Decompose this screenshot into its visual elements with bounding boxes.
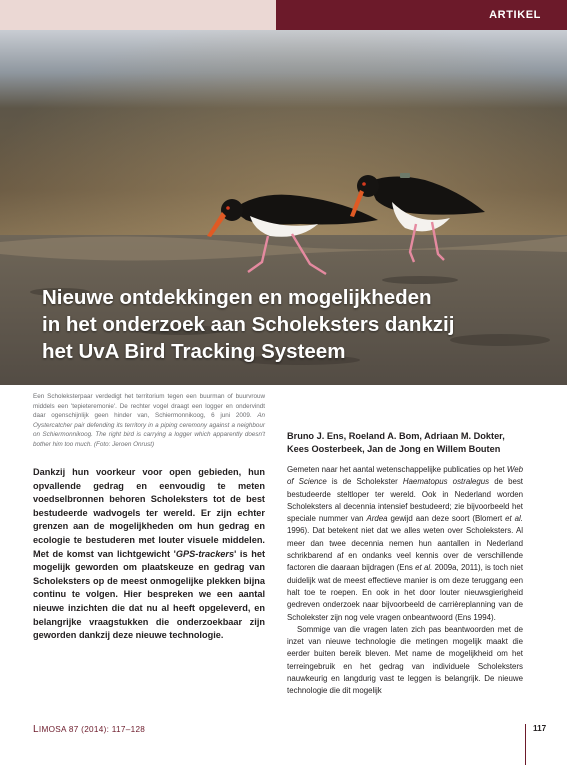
body-paragraph: Sommige van die vragen laten zich pas beantwoorden met de inzet van nieuwe technologie die metingen mogelijk maakt die eerder buiten bereik bleven. Met name de mogelijkheid om het terreingebruik en het gedrag van individuele Scholeksters nauwkeurig en langdurig vast te leggen is belangrijk. De nieuwe technologie die dit mogelijk: [287, 624, 523, 696]
title-line: Nieuwe ontdekkingen en mogelijkheden: [42, 286, 432, 309]
page-number: 117: [533, 724, 547, 733]
intro-term: GPS-trackers: [175, 548, 235, 559]
body-italic: et al.: [415, 563, 433, 573]
caption-dutch: Een Scholeksterpaar verdedigt het territorium tegen een buurman of buurvrouw middels een 'tepieteremonie'. De rechter vogel draagt een logger en ondervindt daar ogenschijnlijk geen hinder van, Schiermonnikoog, 6 juni 2009.: [33, 393, 265, 420]
intro-text: Dankzij hun voorkeur voor open gebieden, hun opvallende gedrag en eenvoudig te meten voedselbronnen behoren Scholeksters tot de best bestudeerde wadvogels ter wereld. Er zijn echter grenzen aan de mogelijkheden om hun gedrag en ecologie te bestuderen met louter visuele middelen. Met de komst van lichtgewicht ': [33, 467, 265, 559]
journal-citation: [33, 724, 145, 735]
header-band: [0, 0, 276, 30]
body-text: 1996). Dat betekent niet dat we alles weten over Scholeksters. Al meer dan twee decennia nemen hun aantallen in Nederland schrikbarend af en ondanks veel kennis over de verschillende factoren die daaraan bijdragen (Ens: [287, 526, 523, 573]
article-title: [42, 284, 542, 365]
body-italic: Ardea: [366, 514, 388, 524]
title-line: het UvA Bird Tracking Systeem: [42, 340, 346, 363]
body-paragraph: [287, 464, 523, 624]
journal-initial: L: [33, 724, 39, 735]
gps-logger-icon: [400, 173, 410, 178]
body-text: de best bestudeerde steltloper ter wereld. Ook in Nederland worden Scholeksters al decennia intensief bestudeerd; zie bijvoorbeeld het speciale nummer van: [287, 477, 523, 524]
body-italic: et al.: [505, 514, 523, 524]
body-text: is de Scholekster: [326, 477, 403, 487]
article-body: [287, 464, 523, 698]
title-line: in het onderzoek aan Scholeksters dankzij: [42, 313, 455, 336]
journal-rest: IMOSA 87 (2014): 117–128: [38, 725, 146, 734]
photo-caption: [33, 392, 265, 450]
section-label: ARTIKEL: [276, 0, 567, 30]
caption-english: An Oystercatcher pair defending its territory in a piping ceremony against a neighbour on Schiermonnikoog. The right bird is carrying a logger which apparently doesn't bother him too much. (Foto: Jeroen Onrust): [33, 412, 266, 448]
footer-divider: [525, 724, 526, 765]
body-italic: Haematopus ostralegus: [402, 477, 490, 487]
article-intro: [33, 466, 265, 643]
body-italic: Web of Science: [287, 465, 523, 487]
body-text: gewijd aan deze soort (Blomert: [387, 514, 506, 524]
body-text: 2009a, 2011), is toch niet duidelijk wat de meest effectieve manier is om deze teruggang een halt toe te roepen. En ook in het door louter nieuwsgierigheid gedreven onderzoek naar bijvoorbeeld de carrièreplanning van de Scholekster zijn nog vele vragen onbeantwoord (Ens 1994).: [287, 563, 524, 622]
intro-text: ' is het mogelijk geworden om plaatskeuze en gedrag van Scholeksters op de meest onmogelijke plekken bijna continu te volgen. Hier bespreken we een aantal nieuwe inzichten die dat nu al heeft opgeleverd, en belangrijke vraagstukken die onderzoekbaar zijn geworden dankzij deze nieuwe technologie.: [33, 548, 265, 641]
author-list: Bruno J. Ens, Roeland A. Bom, Adriaan M. Dokter, Kees Oosterbeek, Jan de Jong en Willem Bouten: [287, 431, 505, 455]
body-text: Gemeten naar het aantal wetenschappelijke publicaties op het: [287, 465, 507, 474]
